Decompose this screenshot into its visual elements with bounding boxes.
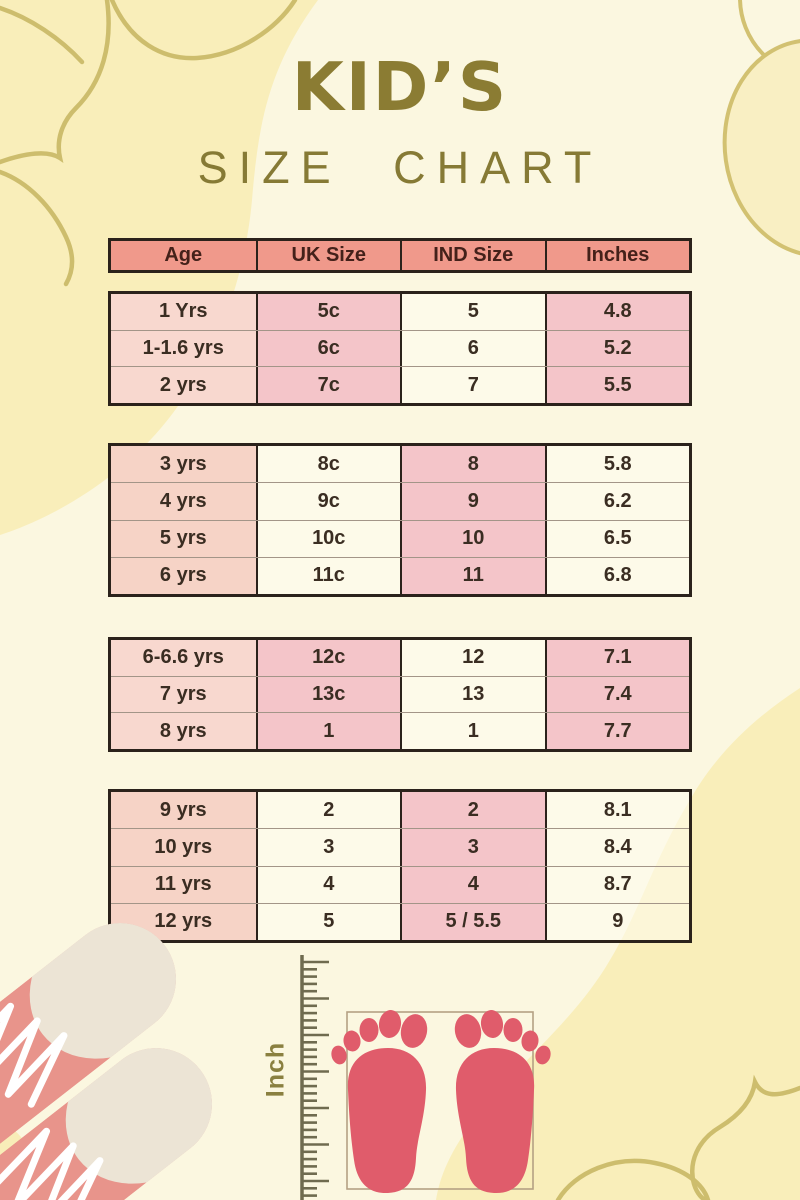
table-cell: 4 yrs [111,483,256,519]
table-cell: 11 [400,558,545,594]
table-cell: 5.2 [545,331,690,367]
table-cell: 8c [256,446,401,482]
table-cell: 2 yrs [111,367,256,403]
header-cell-age: Age [164,244,203,266]
table-cell: 6 yrs [111,558,256,594]
table-cell: 10 yrs [111,829,256,865]
table-cell: 1 [256,713,401,749]
table-cell: 7.7 [545,713,690,749]
table-cell: 6c [256,331,401,367]
table-cell: 5 [256,904,401,940]
table-cell: 2 [256,792,401,828]
table-cell: 11c [256,558,401,594]
header-cell-uk-size: UK Size [256,241,401,270]
table-cell: 7c [256,367,401,403]
table-cell: 9 [545,904,690,940]
table-cell: 6.2 [545,483,690,519]
table-cell: 3 yrs [111,446,256,482]
table-cell: 1 [400,713,545,749]
table-cell: 12 [400,640,545,676]
table-cell: 13 [400,677,545,713]
table-cell: 12 yrs [111,904,256,940]
table-cell: 7.1 [545,640,690,676]
table-cell: 7 yrs [111,677,256,713]
table-cell: 5 [400,294,545,330]
table-cell: 9 yrs [111,792,256,828]
table-cell: 6.8 [545,558,690,594]
table-cell: 6.5 [545,521,690,557]
table-cell: 5.5 [545,367,690,403]
ruler-unit-label: Inch [261,1041,290,1098]
table-cell: 12c [256,640,401,676]
table-cell: 6-6.6 yrs [111,640,256,676]
table-cell: 3 [400,829,545,865]
table-cell: 6 [400,331,545,367]
table-cell: 10 [400,521,545,557]
table-cell: 7 [400,367,545,403]
table-cell: 4 [256,867,401,903]
table-cell: 8 [400,446,545,482]
table-cell: 5 yrs [111,521,256,557]
table-cell: 8.7 [545,867,690,903]
table-cell: 8.1 [545,792,690,828]
table-cell: 2 [400,792,545,828]
table-cell: 1 Yrs [111,294,256,330]
table-cell: 5.8 [545,446,690,482]
table-cell: 8.4 [545,829,690,865]
table-cell: 5 / 5.5 [400,904,545,940]
table-cell: 13c [256,677,401,713]
header-cell-ind-size: IND Size [400,241,545,270]
table-cell: 7.4 [545,677,690,713]
table-cell: 1-1.6 yrs [111,331,256,367]
table-cell: 3 [256,829,401,865]
header-cell-inches: Inches [545,241,690,270]
page-title: KID’S [291,48,509,126]
table-cell: 9c [256,483,401,519]
page-subtitle: SIZE CHART [197,142,603,193]
table-cell: 10c [256,521,401,557]
table-cell: 11 yrs [111,867,256,903]
table-cell: 5c [256,294,401,330]
table-cell: 9 [400,483,545,519]
table-cell: 4.8 [545,294,690,330]
table-cell: 4 [400,867,545,903]
table-cell: 8 yrs [111,713,256,749]
